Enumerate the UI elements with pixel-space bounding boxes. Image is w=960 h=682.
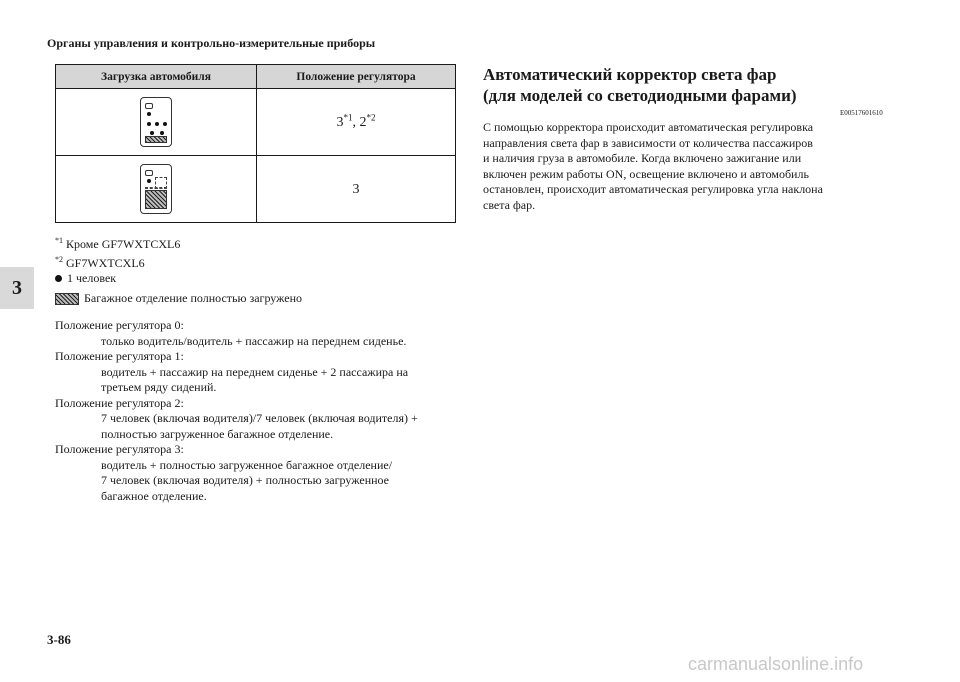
table-row (56, 156, 456, 223)
person-dot-icon (55, 275, 62, 282)
position-cell (257, 156, 456, 223)
footnote-2: $^{*2}$ GF7WXTCXL6 (55, 255, 145, 270)
table-row (56, 89, 456, 156)
load-cell (56, 89, 257, 156)
position-2-text: полностью загруженное багажное отделение. (101, 426, 334, 441)
section-title: Автоматический корректор света фар (для моделей со светодиодными фарами) (483, 65, 797, 105)
car-cargo-icon (140, 164, 172, 214)
position-1-text: водитель + пассажир на переднем сиденье + 2 пассажира на (101, 364, 409, 379)
position-2-label: Положение регулятора 2: (55, 395, 184, 410)
load-cell (56, 156, 257, 223)
footnote-1: $^{*1}$ Кроме GF7WXTCXL6 (55, 236, 181, 251)
cargo-hatch-icon (55, 293, 79, 305)
chapter-tab (0, 267, 34, 309)
position-value: 3$^{*1}$, 2$^{*2}$ (336, 112, 376, 131)
legend-person: 1 человек (55, 271, 302, 286)
car-passengers-icon (140, 97, 172, 147)
load-position-table (55, 64, 456, 223)
position-cell (257, 89, 456, 156)
position-3-text: водитель + полностью загруженное багажное отделение/ (101, 457, 393, 472)
position-value: 3 (352, 182, 360, 197)
chapter-number: 3 (12, 276, 22, 299)
page-header: Органы управления и контрольно-измерительные приборы (47, 36, 376, 50)
position-3-label: Положение регулятора 3: (55, 442, 184, 456)
position-1-text: третьем ряду сидений. (101, 380, 217, 394)
footnotes (55, 233, 302, 306)
section-body: С помощью корректора происходит автоматическая регулировка направления света фар в зависимости от количества пассажиров и наличия груза в автомобиле. Когда включено зажигание или включен режим работы ON, освещение включено и автомобиль остановлен, происходит автоматическая регулировка угла наклона света фар. (483, 120, 823, 212)
position-1-label: Положение регулятора 1: (55, 349, 184, 363)
position-2-text: 7 человек (включая водителя)/7 человек (включая водителя) + (101, 411, 418, 425)
section-code: E00517601610 (840, 109, 883, 117)
position-0-text: только водитель/водитель + пассажир на переднем сиденье. (101, 333, 407, 348)
position-3-text: 7 человек (включая водителя) + полностью загруженное (101, 473, 390, 487)
position-descriptions (55, 318, 465, 504)
page-number: 3-86 (47, 632, 71, 647)
column-header-load: Загрузка автомобиля (56, 65, 257, 89)
position-3-text: багажное отделение. (101, 488, 207, 503)
legend-cargo: Багажное отделение полностью загружено (55, 291, 302, 306)
position-0-label: Положение регулятора 0: (55, 318, 184, 332)
column-header-position: Положение регулятора (257, 65, 456, 89)
watermark: carmanualsonline.info (688, 654, 864, 674)
